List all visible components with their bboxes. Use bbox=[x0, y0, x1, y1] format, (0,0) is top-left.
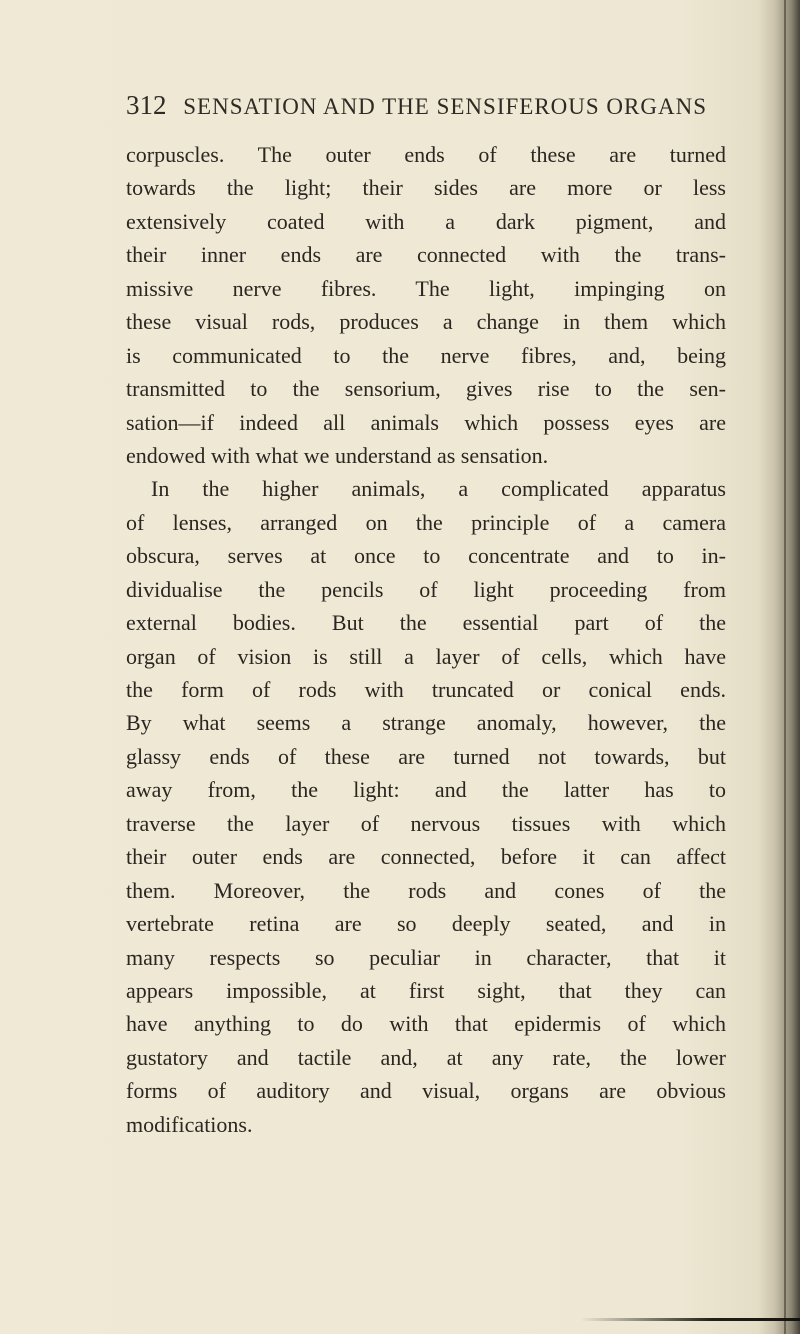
text-line: dividualise the pencils of light proceeding from bbox=[126, 576, 726, 602]
text-line: corpuscles. The outer ends of these are turned bbox=[126, 142, 726, 167]
text-line: them. Moreover, the rods and cones of the bbox=[126, 877, 726, 903]
text-line: of lenses, arranged on the principle of a camera bbox=[126, 509, 726, 535]
text-line: away from, the light: and the latter has to bbox=[126, 777, 726, 803]
book-gutter-shadow bbox=[758, 0, 800, 1334]
text-line: towards the light; their sides are more or less bbox=[126, 175, 726, 201]
text-line: traverse the layer of nervous tissues with which bbox=[126, 810, 726, 836]
text-line: endowed with what we understand as sensation. bbox=[126, 442, 549, 468]
paragraph-start-line: In the higher animals, a complicated apparatus bbox=[151, 476, 726, 502]
body-text bbox=[126, 138, 726, 1141]
text-line: glassy ends of these are turned not towards, but bbox=[126, 743, 726, 769]
text-line: external bodies. But the essential part of the bbox=[126, 610, 726, 636]
text-line: their outer ends are connected, before it can affect bbox=[126, 844, 726, 870]
running-head bbox=[126, 90, 726, 121]
text-line: transmitted to the sensorium, gives rise to the sen- bbox=[126, 376, 726, 402]
text-line: is communicated to the nerve fibres, and, being bbox=[126, 342, 726, 368]
text-line: have anything to do with that epidermis of which bbox=[126, 1011, 726, 1037]
text-line: their inner ends are connected with the trans- bbox=[126, 242, 726, 268]
text-line: extensively coated with a dark pigment, and bbox=[126, 208, 726, 234]
text-line: organ of vision is still a layer of cells, which have bbox=[126, 643, 726, 669]
text-line: gustatory and tactile and, at any rate, the lower bbox=[126, 1044, 726, 1070]
text-line: missive nerve fibres. The light, impinging on bbox=[126, 275, 726, 301]
text-line: vertebrate retina are so deeply seated, and in bbox=[126, 911, 726, 937]
text-line: obscura, serves at once to concentrate and to in- bbox=[126, 543, 726, 569]
text-line: modifications. bbox=[126, 1111, 253, 1137]
text-line: appears impossible, at first sight, that they can bbox=[126, 977, 726, 1003]
page-bottom-edge bbox=[580, 1318, 800, 1321]
text-line: these visual rods, produces a change in them which bbox=[126, 309, 726, 335]
text-line: the form of rods with truncated or conical ends. bbox=[126, 677, 726, 702]
book-gutter-edge bbox=[784, 0, 786, 1334]
text-line: many respects so peculiar in character, that it bbox=[126, 944, 726, 970]
running-title: SENSATION AND THE SENSIFEROUS ORGANS bbox=[183, 94, 708, 119]
text-line: sation—if indeed all animals which possess eyes are bbox=[126, 409, 726, 435]
text-line: By what seems a strange anomaly, however, the bbox=[126, 710, 726, 736]
text-line: forms of auditory and visual, organs are obvious bbox=[126, 1078, 726, 1104]
page-number: 312 bbox=[126, 90, 167, 120]
